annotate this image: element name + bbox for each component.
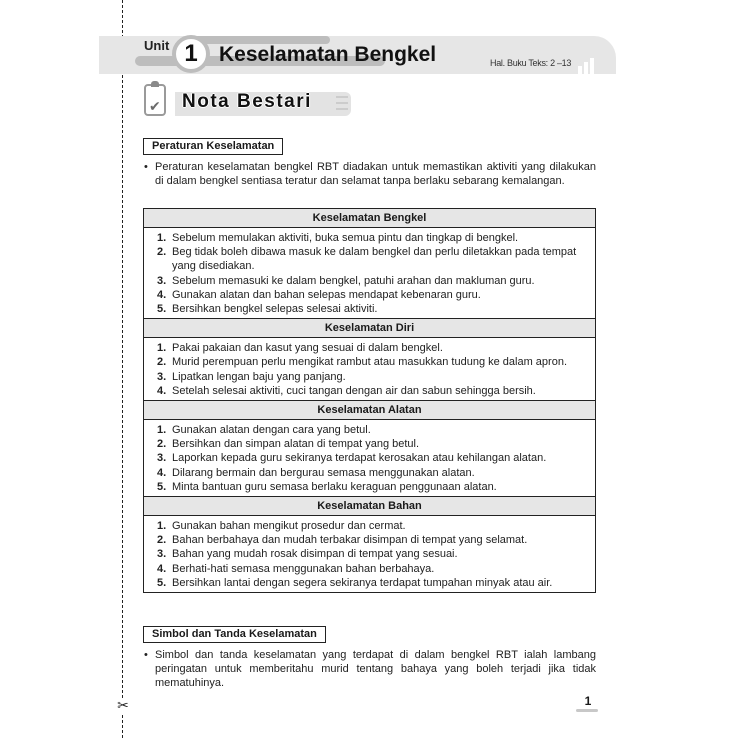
list-item xyxy=(144,231,595,245)
item-text: Bersihkan lantai dengan segera sekiranya terdapat tumpahan minyak atau air. xyxy=(172,576,553,589)
list-item xyxy=(144,370,595,384)
bullet-dot: • xyxy=(144,161,148,173)
peraturan-text: Peraturan keselamatan bengkel RBT diadakan untuk memastikan aktiviti yang dilakukan di dalam bengkel sentiasa teratur dan selamat tanpa berlaku sebarang kemalangan. xyxy=(155,161,596,187)
checkmark-icon: ✔ xyxy=(149,99,161,115)
item-number: 4. xyxy=(157,562,167,575)
table-section-heading: Keselamatan Bengkel xyxy=(144,209,595,228)
list-item xyxy=(144,423,595,437)
item-text: Laporkan kepada guru sekiranya terdapat kerosakan atau kehilangan alatan. xyxy=(172,452,547,465)
table-section-body xyxy=(144,228,595,318)
item-number: 1. xyxy=(157,520,167,533)
list-item xyxy=(144,245,595,273)
scissors-icon: ✂ xyxy=(115,698,131,714)
nota-bestari-title: Nota Bestari xyxy=(182,91,312,112)
table-section-heading: Keselamatan Bahan xyxy=(144,496,595,516)
item-number: 3. xyxy=(157,548,167,561)
page-number: 1 xyxy=(584,694,592,708)
item-text: Gunakan alatan dengan cara yang betul. xyxy=(172,424,371,437)
table-section-heading: Keselamatan Diri xyxy=(144,318,595,338)
item-text: Sebelum memulakan aktiviti, buka semua pintu dan tingkap di bengkel. xyxy=(172,232,519,244)
item-text: Gunakan bahan mengikut prosedur dan cermat. xyxy=(172,520,406,533)
list-item xyxy=(144,519,595,533)
item-number: 3. xyxy=(157,274,167,287)
list-item xyxy=(144,576,595,590)
list-item xyxy=(144,341,595,355)
item-number: 3. xyxy=(157,370,167,383)
item-text: Sebelum memasuki ke dalam bengkel, patuhi arahan dan makluman guru. xyxy=(172,274,535,287)
simbol-bullet xyxy=(143,648,596,690)
item-text: Murid perempuan perlu mengikat rambut atau masukkan tudung ke dalam apron. xyxy=(172,356,568,369)
list-item xyxy=(144,437,595,451)
simbol-text: Simbol dan tanda keselamatan yang terdapat di dalam bengkel RBT ialah lambang peringatan untuk memberitahu murid tentang bahaya yang boleh terjadi jika tidak mematuhinya. xyxy=(155,649,596,689)
clipboard-clip xyxy=(151,81,159,87)
item-text: Bahan yang mudah rosak disimpan di tempat yang sesuai. xyxy=(172,548,458,561)
item-text: Setelah selesai aktiviti, cuci tangan dengan air dan sabun sehingga bersih. xyxy=(172,384,536,397)
item-text: Gunakan alatan dan bahan selepas mendapat kebenaran guru. xyxy=(172,288,481,301)
item-number: 3. xyxy=(157,452,167,465)
item-text: Berhati-hati semasa menggunakan bahan berbahaya. xyxy=(172,562,435,575)
unit-number-badge: 1 xyxy=(172,35,210,73)
peraturan-bullet xyxy=(143,160,596,188)
list-item xyxy=(144,562,595,576)
cut-line xyxy=(122,0,123,738)
list-item xyxy=(144,302,595,316)
table-section-body xyxy=(144,338,595,400)
item-number: 4. xyxy=(157,384,167,397)
item-text: Minta bantuan guru semasa berlaku keraguan penggunaan alatan. xyxy=(172,480,497,493)
list-item xyxy=(144,451,595,465)
item-text: Bersihkan dan simpan alatan di tempat yang betul. xyxy=(172,438,420,451)
item-number: 4. xyxy=(157,288,167,301)
list-item xyxy=(144,384,595,398)
list-item xyxy=(144,466,595,480)
item-number: 5. xyxy=(157,480,167,493)
item-text: Lipatkan lengan baju yang panjang. xyxy=(172,370,346,383)
item-number: 2. xyxy=(157,246,167,259)
bullet-dot: • xyxy=(144,649,148,661)
list-item xyxy=(144,533,595,547)
item-number: 2. xyxy=(157,534,167,547)
textbook-reference: Hal. Buku Teks: 2 –13 xyxy=(490,58,572,68)
item-number: 5. xyxy=(157,576,167,589)
item-number: 1. xyxy=(157,342,167,355)
safety-table xyxy=(143,208,596,593)
decor-lines xyxy=(336,96,348,114)
section-heading-peraturan: Peraturan Keselamatan xyxy=(143,138,283,155)
item-text: Bersihkan bengkel selepas selesai aktiviti. xyxy=(172,303,378,316)
section-heading-simbol: Simbol dan Tanda Keselamatan xyxy=(143,626,326,643)
item-number: 4. xyxy=(157,466,167,479)
table-section-heading: Keselamatan Alatan xyxy=(144,400,595,420)
list-item xyxy=(144,547,595,561)
item-number: 2. xyxy=(157,438,167,451)
list-item xyxy=(144,274,595,288)
table-section-body xyxy=(144,516,595,592)
item-text: Pakai pakaian dan kasut yang sesuai di dalam bengkel. xyxy=(172,342,443,355)
item-number: 1. xyxy=(157,232,167,244)
unit-label: Unit xyxy=(144,38,170,53)
list-item xyxy=(144,355,595,369)
item-number: 1. xyxy=(157,424,167,437)
item-number: 2. xyxy=(157,356,167,369)
bar-decor-icon xyxy=(578,56,598,74)
list-item xyxy=(144,480,595,494)
clipboard-check-icon xyxy=(144,84,166,116)
item-text: Dilarang bermain dan bergurau semasa menggunakan alatan. xyxy=(172,466,475,479)
item-text: Beg tidak boleh dibawa masuk ke dalam bengkel dan perlu diletakkan pada tempat yang disediakan. xyxy=(172,246,577,273)
item-number: 5. xyxy=(157,303,167,316)
table-section-body xyxy=(144,420,595,496)
unit-title: Keselamatan Bengkel xyxy=(219,43,437,66)
list-item xyxy=(144,288,595,302)
page-number-underline xyxy=(576,709,598,712)
item-text: Bahan berbahaya dan mudah terbakar disimpan di tempat yang selamat. xyxy=(172,534,528,547)
